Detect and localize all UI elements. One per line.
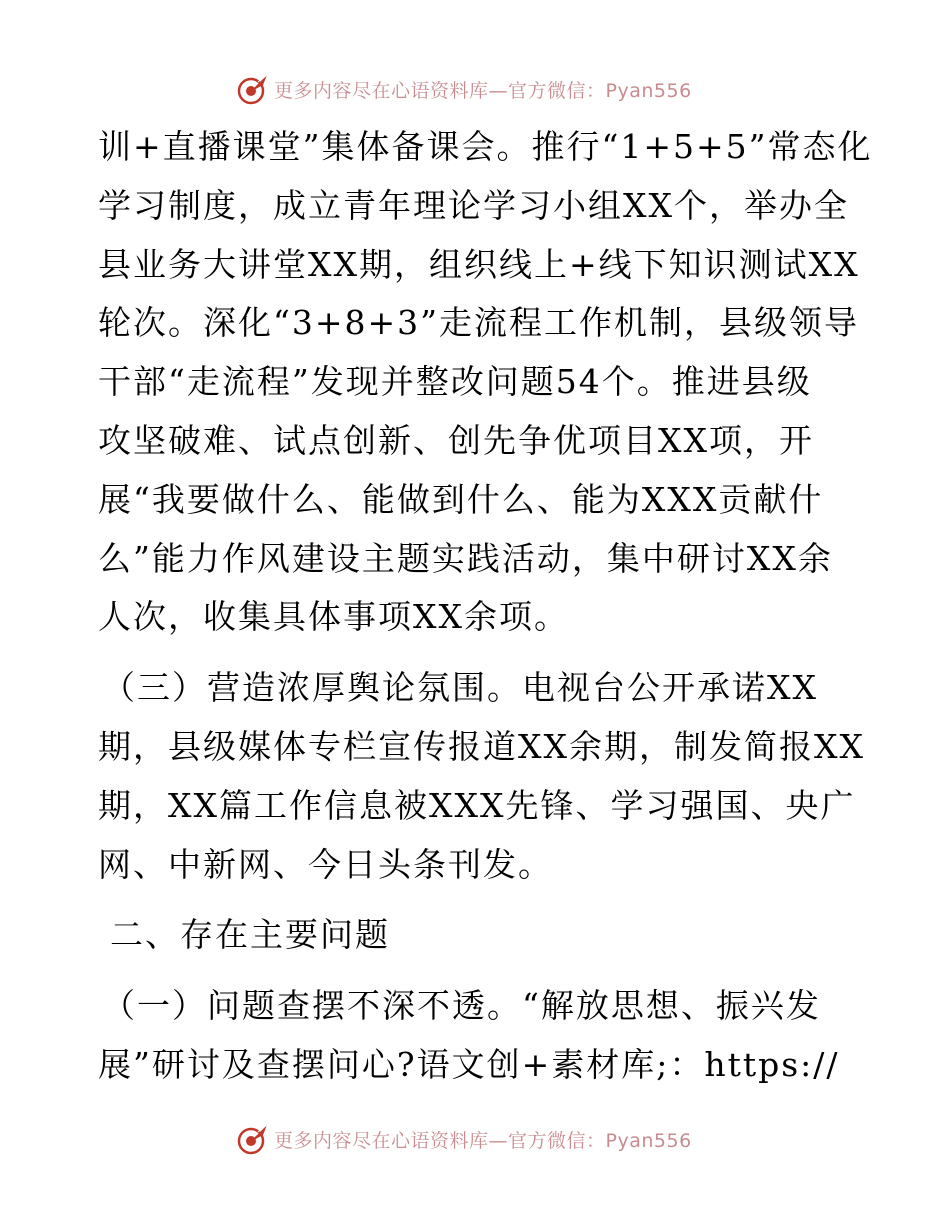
document-body [98, 118, 873, 1095]
text-line: 网、中新网、今日头条刊发。 [98, 844, 553, 884]
watermark-text: 更多内容尽在心语资料库—官方微信：Pyan556 [274, 79, 692, 102]
text-line: 训+直播课堂”集体备课会。推行“1+5+5”常态化 [98, 127, 873, 166]
text-line: 干部“走流程”发现并整改问题54个。推进县级 [98, 362, 812, 402]
footer-watermark [236, 1122, 692, 1156]
text-line: 展”研讨及查摆问心?语文创+素材库;：https:// [98, 1044, 840, 1084]
text-line: （一）问题查摆不深不透。“解放思想、振兴发 [102, 986, 821, 1026]
quill-logo-icon [236, 72, 270, 106]
watermark-text: 更多内容尽在心语资料库—官方微信：Pyan556 [274, 1129, 692, 1152]
text-line: （三）营造浓厚舆论氛围。电视台公开承诺XX [102, 668, 818, 708]
paragraph [98, 118, 873, 647]
header-watermark [236, 72, 692, 106]
text-line: 学习制度，成立青年理论学习小组XX个，举办全 [98, 185, 849, 225]
text-line: 轮次。深化“3+8+3”走流程工作机制，县级领导 [98, 303, 860, 343]
text-line: 么”能力作风建设主题实践活动，集中研讨XX余 [98, 538, 833, 578]
text-line: 展“我要做什么、能做到什么、能为XXX贡献什 [98, 479, 824, 519]
heading-line: 二、存在主要问题 [110, 915, 390, 955]
text-line: 期，县级媒体专栏宣传报道XX余期，制发简报XX [98, 726, 865, 766]
paragraph [98, 659, 865, 894]
text-line: 人次，收集具体事项XX余项。 [98, 597, 569, 637]
text-line: 县业务大讲堂XX期，组织线上+线下知识测试XX [98, 244, 860, 284]
section-heading [98, 906, 858, 965]
paragraph [98, 977, 858, 1095]
text-line: 期，XX篇工作信息被XXX先锋、学习强国、央广 [98, 785, 856, 825]
text-line: 攻坚破难、试点创新、创先争优项目XX项，开 [98, 420, 814, 460]
quill-logo-icon [236, 1122, 270, 1156]
